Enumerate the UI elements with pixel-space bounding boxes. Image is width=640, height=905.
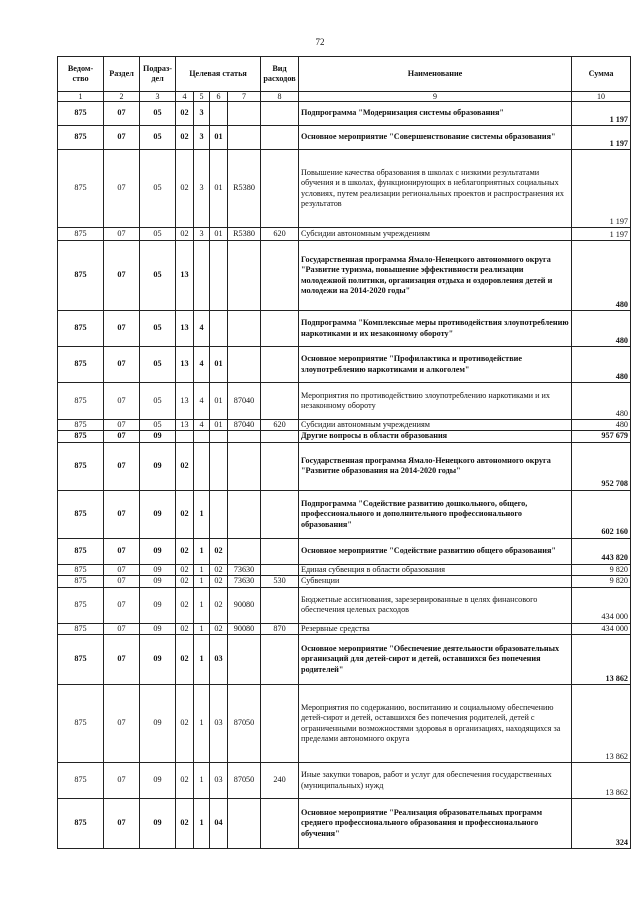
podrazdel-cell: 05 — [140, 150, 176, 228]
vedomstvo-cell: 875 — [58, 126, 104, 150]
podrazdel-cell: 05 — [140, 311, 176, 347]
celevaya-3-cell: 03 — [210, 763, 228, 799]
celevaya-3-cell: 01 — [210, 126, 228, 150]
celevaya-1-cell: 02 — [176, 576, 194, 587]
header-podrazdel: Подраз-дел — [140, 57, 176, 92]
naimenovanie-cell: Основное мероприятие "Реализация образовательных программ среднего профессионального образования и профессионального обучения" — [299, 799, 572, 849]
vedomstvo-cell: 875 — [58, 490, 104, 538]
summa-cell: 1 197 — [572, 150, 631, 228]
podrazdel-cell: 05 — [140, 420, 176, 431]
naimenovanie-cell: Субсидии автономным учреждениям — [299, 228, 572, 241]
table-row — [58, 241, 631, 311]
naimenovanie-cell: Подпрограмма "Содействие развитию дошкольного, общего, профессионального и дополнительного профессионального образования" — [299, 490, 572, 538]
celevaya-2-cell: 1 — [194, 538, 210, 564]
col-index: 2 — [104, 92, 140, 102]
celevaya-4-cell — [228, 431, 261, 442]
table-row — [58, 420, 631, 431]
celevaya-1-cell: 02 — [176, 228, 194, 241]
naimenovanie-cell: Иные закупки товаров, работ и услуг для обеспечения государственных (муниципальных) нужд — [299, 763, 572, 799]
celevaya-2-cell: 3 — [194, 102, 210, 126]
razdel-cell: 07 — [104, 763, 140, 799]
celevaya-1-cell: 13 — [176, 311, 194, 347]
naimenovanie-cell: Единая субвенция в области образования — [299, 564, 572, 575]
vedomstvo-cell: 875 — [58, 623, 104, 634]
celevaya-3-cell: 02 — [210, 576, 228, 587]
celevaya-1-cell: 13 — [176, 420, 194, 431]
celevaya-2-cell: 4 — [194, 311, 210, 347]
celevaya-2-cell: 3 — [194, 150, 210, 228]
razdel-cell: 07 — [104, 228, 140, 241]
table-row — [58, 623, 631, 634]
celevaya-3-cell — [210, 311, 228, 347]
header-row — [58, 57, 631, 92]
naimenovanie-cell: Бюджетные ассигнования, зарезервированные в целях финансового обеспечения целевых расходов — [299, 587, 572, 623]
podrazdel-cell: 09 — [140, 635, 176, 685]
celevaya-2-cell: 1 — [194, 635, 210, 685]
vid-rashodov-cell — [261, 490, 299, 538]
summa-cell: 13 862 — [572, 685, 631, 763]
celevaya-1-cell: 02 — [176, 442, 194, 490]
vid-rashodov-cell — [261, 799, 299, 849]
vid-rashodov-cell — [261, 150, 299, 228]
celevaya-4-cell — [228, 538, 261, 564]
celevaya-2-cell: 3 — [194, 228, 210, 241]
celevaya-4-cell: 90080 — [228, 587, 261, 623]
col-index: 3 — [140, 92, 176, 102]
celevaya-1-cell: 13 — [176, 383, 194, 420]
table-row — [58, 799, 631, 849]
budget-table — [57, 56, 631, 849]
celevaya-3-cell: 02 — [210, 538, 228, 564]
podrazdel-cell: 09 — [140, 431, 176, 442]
summa-cell: 9 820 — [572, 564, 631, 575]
celevaya-3-cell: 01 — [210, 420, 228, 431]
table-row — [58, 587, 631, 623]
vedomstvo-cell: 875 — [58, 150, 104, 228]
summa-cell: 9 820 — [572, 576, 631, 587]
vedomstvo-cell: 875 — [58, 635, 104, 685]
table-row — [58, 228, 631, 241]
celevaya-4-cell: 73630 — [228, 576, 261, 587]
celevaya-2-cell — [194, 241, 210, 311]
celevaya-2-cell: 1 — [194, 623, 210, 634]
celevaya-4-cell: 87040 — [228, 383, 261, 420]
celevaya-2-cell — [194, 442, 210, 490]
table-row — [58, 490, 631, 538]
podrazdel-cell: 09 — [140, 763, 176, 799]
naimenovanie-cell: Подпрограмма "Модернизация системы образования" — [299, 102, 572, 126]
naimenovanie-cell: Государственная программа Ямало-Ненецкого автономного округа "Развитие образования на 2014-2020 годы" — [299, 442, 572, 490]
naimenovanie-cell: Повышение качества образования в школах с низкими результатами обучения и в школах, функционирующих в неблагоприятных социальных условиях, путем реализации региональных проектов и распространения их результатов — [299, 150, 572, 228]
celevaya-1-cell: 02 — [176, 587, 194, 623]
table-row — [58, 347, 631, 383]
podrazdel-cell: 09 — [140, 576, 176, 587]
vid-rashodov-cell — [261, 587, 299, 623]
celevaya-4-cell — [228, 799, 261, 849]
razdel-cell: 07 — [104, 587, 140, 623]
celevaya-2-cell: 4 — [194, 420, 210, 431]
table-row — [58, 763, 631, 799]
table-row — [58, 538, 631, 564]
vid-rashodov-cell: 240 — [261, 763, 299, 799]
celevaya-3-cell: 01 — [210, 150, 228, 228]
vid-rashodov-cell — [261, 126, 299, 150]
summa-cell: 434 000 — [572, 587, 631, 623]
vid-rashodov-cell — [261, 635, 299, 685]
celevaya-1-cell: 02 — [176, 150, 194, 228]
razdel-cell: 07 — [104, 442, 140, 490]
summa-cell: 1 197 — [572, 228, 631, 241]
vedomstvo-cell: 875 — [58, 102, 104, 126]
celevaya-4-cell — [228, 311, 261, 347]
celevaya-4-cell: 87050 — [228, 763, 261, 799]
podrazdel-cell: 05 — [140, 126, 176, 150]
celevaya-1-cell: 02 — [176, 126, 194, 150]
naimenovanie-cell: Государственная программа Ямало-Ненецкого автономного округа "Развитие туризма, повышение эффективности реализации молодежной политики, организация отдыха и оздоровления детей и молодежи на 2014-2020 годы" — [299, 241, 572, 311]
vedomstvo-cell: 875 — [58, 442, 104, 490]
naimenovanie-cell: Субсидии автономным учреждениям — [299, 420, 572, 431]
vedomstvo-cell: 875 — [58, 383, 104, 420]
razdel-cell: 07 — [104, 538, 140, 564]
vid-rashodov-cell — [261, 442, 299, 490]
razdel-cell: 07 — [104, 431, 140, 442]
table-row — [58, 126, 631, 150]
summa-cell: 13 862 — [572, 635, 631, 685]
celevaya-2-cell: 1 — [194, 490, 210, 538]
celevaya-4-cell: R5380 — [228, 228, 261, 241]
col-index: 10 — [572, 92, 631, 102]
naimenovanie-cell: Основное мероприятие "Совершенствование системы образования" — [299, 126, 572, 150]
razdel-cell: 07 — [104, 623, 140, 634]
razdel-cell: 07 — [104, 311, 140, 347]
celevaya-2-cell: 1 — [194, 685, 210, 763]
celevaya-1-cell: 02 — [176, 763, 194, 799]
celevaya-4-cell: 87040 — [228, 420, 261, 431]
razdel-cell: 07 — [104, 241, 140, 311]
naimenovanie-cell: Другие вопросы в области образования — [299, 431, 572, 442]
celevaya-1-cell: 02 — [176, 564, 194, 575]
vid-rashodov-cell: 620 — [261, 420, 299, 431]
celevaya-3-cell: 01 — [210, 383, 228, 420]
celevaya-4-cell — [228, 442, 261, 490]
summa-cell: 434 000 — [572, 623, 631, 634]
vedomstvo-cell: 875 — [58, 799, 104, 849]
celevaya-4-cell: 90080 — [228, 623, 261, 634]
col-index: 6 — [210, 92, 228, 102]
celevaya-1-cell: 02 — [176, 102, 194, 126]
celevaya-3-cell — [210, 490, 228, 538]
vedomstvo-cell: 875 — [58, 587, 104, 623]
celevaya-2-cell: 1 — [194, 799, 210, 849]
table-row — [58, 564, 631, 575]
vid-rashodov-cell — [261, 383, 299, 420]
table-row — [58, 383, 631, 420]
razdel-cell: 07 — [104, 102, 140, 126]
celevaya-3-cell — [210, 241, 228, 311]
vid-rashodov-cell: 530 — [261, 576, 299, 587]
summa-cell: 480 — [572, 311, 631, 347]
vid-rashodov-cell — [261, 241, 299, 311]
podrazdel-cell: 05 — [140, 228, 176, 241]
celevaya-2-cell: 1 — [194, 576, 210, 587]
naimenovanie-cell: Мероприятия по противодействию злоупотреблению наркотиками и их незаконному обороту — [299, 383, 572, 420]
vid-rashodov-cell — [261, 685, 299, 763]
summa-cell: 324 — [572, 799, 631, 849]
summa-cell: 480 — [572, 383, 631, 420]
col-index: 5 — [194, 92, 210, 102]
vedomstvo-cell: 875 — [58, 420, 104, 431]
celevaya-2-cell — [194, 431, 210, 442]
vedomstvo-cell: 875 — [58, 241, 104, 311]
celevaya-3-cell: 03 — [210, 685, 228, 763]
podrazdel-cell: 09 — [140, 587, 176, 623]
vid-rashodov-cell — [261, 311, 299, 347]
naimenovanie-cell: Основное мероприятие "Содействие развитию общего образования" — [299, 538, 572, 564]
celevaya-4-cell: R5380 — [228, 150, 261, 228]
celevaya-3-cell — [210, 442, 228, 490]
header-naimenovanie: Наименование — [299, 57, 572, 92]
table-row — [58, 150, 631, 228]
table-row — [58, 431, 631, 442]
summa-cell: 1 197 — [572, 126, 631, 150]
razdel-cell: 07 — [104, 799, 140, 849]
celevaya-3-cell: 03 — [210, 635, 228, 685]
celevaya-1-cell: 13 — [176, 241, 194, 311]
vid-rashodov-cell — [261, 347, 299, 383]
table-row — [58, 635, 631, 685]
col-index: 1 — [58, 92, 104, 102]
vid-rashodov-cell — [261, 431, 299, 442]
celevaya-1-cell: 02 — [176, 685, 194, 763]
vid-rashodov-cell — [261, 564, 299, 575]
vedomstvo-cell: 875 — [58, 347, 104, 383]
page-number: 72 — [315, 37, 325, 47]
podrazdel-cell: 09 — [140, 564, 176, 575]
summa-cell: 13 862 — [572, 763, 631, 799]
celevaya-3-cell — [210, 102, 228, 126]
vedomstvo-cell: 875 — [58, 564, 104, 575]
celevaya-4-cell — [228, 347, 261, 383]
vedomstvo-cell: 875 — [58, 576, 104, 587]
podrazdel-cell: 05 — [140, 241, 176, 311]
table-row — [58, 102, 631, 126]
summa-cell: 480 — [572, 241, 631, 311]
summa-cell: 952 708 — [572, 442, 631, 490]
celevaya-3-cell: 01 — [210, 347, 228, 383]
vid-rashodov-cell — [261, 102, 299, 126]
naimenovanie-cell: Подпрограмма "Комплексные меры противодействия злоупотреблению наркотиками и их незаконному обороту" — [299, 311, 572, 347]
podrazdel-cell: 09 — [140, 490, 176, 538]
celevaya-4-cell — [228, 126, 261, 150]
podrazdel-cell: 05 — [140, 102, 176, 126]
celevaya-2-cell: 1 — [194, 763, 210, 799]
celevaya-1-cell: 13 — [176, 347, 194, 383]
header-summa: Сумма — [572, 57, 631, 92]
celevaya-1-cell: 02 — [176, 623, 194, 634]
naimenovanie-cell: Основное мероприятие "Профилактика и противодействие злоупотреблению наркотиками и алкоголем" — [299, 347, 572, 383]
razdel-cell: 07 — [104, 383, 140, 420]
header-vid-rashodov: Вид расходов — [261, 57, 299, 92]
celevaya-1-cell: 02 — [176, 538, 194, 564]
celevaya-1-cell: 02 — [176, 490, 194, 538]
razdel-cell: 07 — [104, 420, 140, 431]
celevaya-4-cell — [228, 102, 261, 126]
celevaya-4-cell — [228, 490, 261, 538]
celevaya-4-cell — [228, 635, 261, 685]
celevaya-4-cell: 87050 — [228, 685, 261, 763]
table-row — [58, 311, 631, 347]
celevaya-3-cell: 02 — [210, 623, 228, 634]
naimenovanie-cell: Мероприятия по содержанию, воспитанию и социальному обеспечению детей-сирот и детей, оставшихся без попечения родителей, детей с ограниченными возможностями здоровья в организациях, находящихся за пределами автономного округа — [299, 685, 572, 763]
col-index: 8 — [261, 92, 299, 102]
celevaya-4-cell — [228, 241, 261, 311]
col-index: 7 — [228, 92, 261, 102]
celevaya-1-cell: 02 — [176, 799, 194, 849]
celevaya-3-cell: 01 — [210, 228, 228, 241]
vedomstvo-cell: 875 — [58, 685, 104, 763]
podrazdel-cell: 09 — [140, 685, 176, 763]
vid-rashodov-cell: 870 — [261, 623, 299, 634]
naimenovanie-cell: Резервные средства — [299, 623, 572, 634]
vid-rashodov-cell — [261, 538, 299, 564]
celevaya-2-cell: 1 — [194, 564, 210, 575]
celevaya-2-cell: 3 — [194, 126, 210, 150]
vid-rashodov-cell: 620 — [261, 228, 299, 241]
vedomstvo-cell: 875 — [58, 228, 104, 241]
celevaya-1-cell — [176, 431, 194, 442]
razdel-cell: 07 — [104, 564, 140, 575]
podrazdel-cell: 09 — [140, 799, 176, 849]
summa-cell: 480 — [572, 420, 631, 431]
podrazdel-cell: 05 — [140, 347, 176, 383]
summa-cell: 1 197 — [572, 102, 631, 126]
naimenovanie-cell: Субвенции — [299, 576, 572, 587]
vedomstvo-cell: 875 — [58, 311, 104, 347]
header-razdel: Раздел — [104, 57, 140, 92]
podrazdel-cell: 09 — [140, 623, 176, 634]
summa-cell: 480 — [572, 347, 631, 383]
razdel-cell: 07 — [104, 685, 140, 763]
razdel-cell: 07 — [104, 490, 140, 538]
col-index: 9 — [299, 92, 572, 102]
celevaya-4-cell: 73630 — [228, 564, 261, 575]
header-celevaya-statya: Целевая статья — [176, 57, 261, 92]
razdel-cell: 07 — [104, 635, 140, 685]
vedomstvo-cell: 875 — [58, 538, 104, 564]
celevaya-2-cell: 4 — [194, 383, 210, 420]
razdel-cell: 07 — [104, 347, 140, 383]
razdel-cell: 07 — [104, 576, 140, 587]
summa-cell: 957 679 — [572, 431, 631, 442]
celevaya-2-cell: 4 — [194, 347, 210, 383]
table-row — [58, 576, 631, 587]
summa-cell: 443 820 — [572, 538, 631, 564]
table-row — [58, 442, 631, 490]
celevaya-3-cell — [210, 431, 228, 442]
celevaya-3-cell: 04 — [210, 799, 228, 849]
vedomstvo-cell: 875 — [58, 431, 104, 442]
col-index: 4 — [176, 92, 194, 102]
celevaya-2-cell: 1 — [194, 587, 210, 623]
summa-cell: 602 160 — [572, 490, 631, 538]
podrazdel-cell: 09 — [140, 442, 176, 490]
celevaya-1-cell: 02 — [176, 635, 194, 685]
celevaya-3-cell: 02 — [210, 587, 228, 623]
header-vedomstvo: Ведом-ство — [58, 57, 104, 92]
razdel-cell: 07 — [104, 150, 140, 228]
podrazdel-cell: 09 — [140, 538, 176, 564]
razdel-cell: 07 — [104, 126, 140, 150]
celevaya-3-cell: 02 — [210, 564, 228, 575]
podrazdel-cell: 05 — [140, 383, 176, 420]
naimenovanie-cell: Основное мероприятие "Обеспечение деятельности образовательных организаций для детей-сирот и детей, оставшихся без попечения родителей" — [299, 635, 572, 685]
column-index-row — [58, 92, 631, 102]
table-row — [58, 685, 631, 763]
vedomstvo-cell: 875 — [58, 763, 104, 799]
